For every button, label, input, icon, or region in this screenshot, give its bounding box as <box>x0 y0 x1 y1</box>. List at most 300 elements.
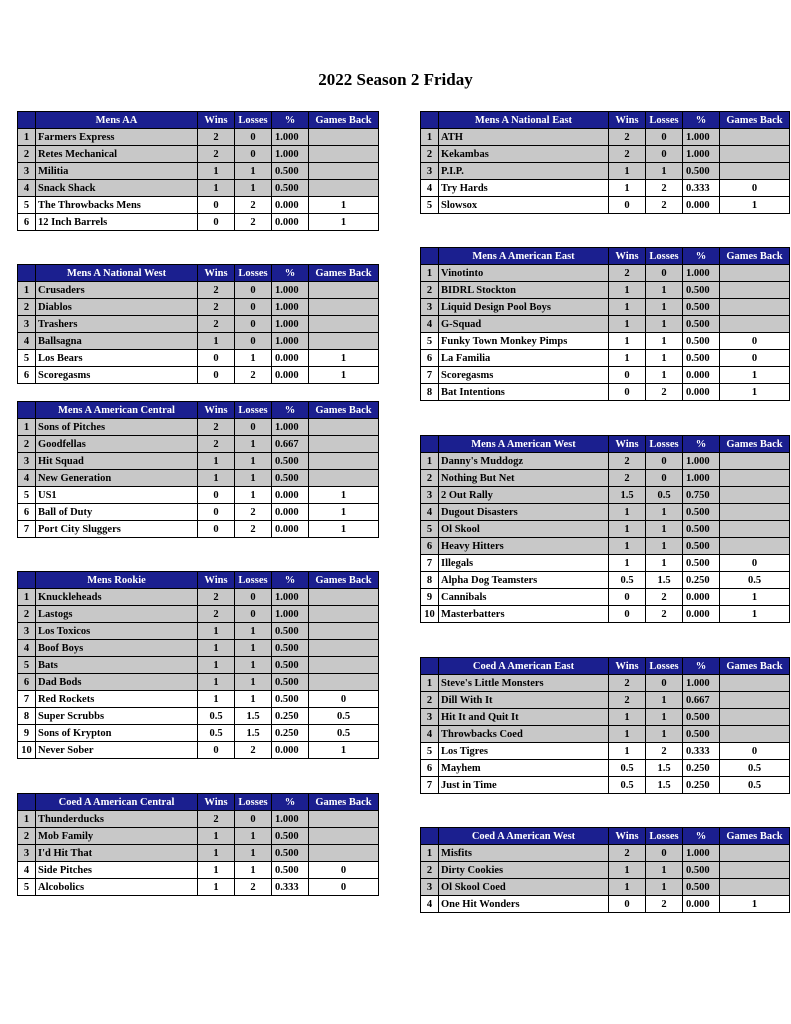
wins-cell: 2 <box>198 129 235 146</box>
wins-cell: 2 <box>609 692 646 709</box>
losses-cell: 1 <box>235 674 272 691</box>
losses-header: Losses <box>646 248 683 265</box>
losses-cell: 0 <box>235 129 272 146</box>
wins-cell: 1.5 <box>609 487 646 504</box>
games-back-cell <box>309 146 379 163</box>
pct-cell: 0.750 <box>683 487 720 504</box>
losses-cell: 1.5 <box>646 777 683 794</box>
rank-header <box>18 572 36 589</box>
table-row <box>18 521 379 538</box>
wins-cell: 1 <box>198 845 235 862</box>
rank-cell: 1 <box>421 265 439 282</box>
wins-header: Wins <box>198 265 235 282</box>
table-row <box>18 828 379 845</box>
rank-cell: 1 <box>421 453 439 470</box>
pct-cell: 0.250 <box>683 777 720 794</box>
team-name: Dugout Disasters <box>439 504 609 521</box>
losses-cell: 2 <box>646 589 683 606</box>
rank-cell: 1 <box>18 129 36 146</box>
team-name: Trashers <box>36 316 198 333</box>
losses-cell: 1.5 <box>646 760 683 777</box>
table-row <box>18 163 379 180</box>
games-back-cell: 1 <box>720 589 790 606</box>
pct-header: % <box>683 112 720 129</box>
table-row <box>421 896 790 913</box>
rank-cell: 5 <box>421 333 439 350</box>
games-back-header: Games Back <box>720 436 790 453</box>
wins-cell: 1 <box>198 879 235 896</box>
losses-cell: 1 <box>235 487 272 504</box>
losses-cell: 1 <box>646 709 683 726</box>
games-back-header: Games Back <box>720 658 790 675</box>
games-back-header: Games Back <box>309 572 379 589</box>
wins-cell: 1 <box>609 299 646 316</box>
losses-cell: 2 <box>646 384 683 401</box>
table-row <box>421 709 790 726</box>
wins-cell: 0 <box>609 606 646 623</box>
games-back-cell <box>309 419 379 436</box>
games-back-cell: 1 <box>309 742 379 759</box>
wins-cell: 0.5 <box>198 725 235 742</box>
games-back-cell: 0.5 <box>720 572 790 589</box>
pct-cell: 1.000 <box>272 299 309 316</box>
team-name: Super Scrubbs <box>36 708 198 725</box>
table-header-row <box>18 265 379 282</box>
losses-header: Losses <box>646 436 683 453</box>
rank-cell: 4 <box>18 640 36 657</box>
table-header-row <box>18 572 379 589</box>
games-back-cell <box>309 811 379 828</box>
wins-cell: 1 <box>609 316 646 333</box>
wins-cell: 1 <box>198 691 235 708</box>
table-row <box>18 316 379 333</box>
table-row <box>421 538 790 555</box>
rank-cell: 3 <box>18 453 36 470</box>
games-back-cell <box>309 606 379 623</box>
pct-cell: 0.500 <box>272 828 309 845</box>
pct-cell: 0.500 <box>683 521 720 538</box>
table-row <box>421 862 790 879</box>
losses-cell: 0 <box>235 146 272 163</box>
losses-cell: 0 <box>646 129 683 146</box>
games-back-cell: 0.5 <box>720 760 790 777</box>
team-name: Ballsagna <box>36 333 198 350</box>
team-name: Bat Intentions <box>439 384 609 401</box>
standings-table <box>420 435 790 623</box>
rank-cell: 1 <box>421 845 439 862</box>
team-name: Nothing But Net <box>439 470 609 487</box>
pct-cell: 0.000 <box>272 504 309 521</box>
team-name: New Generation <box>36 470 198 487</box>
games-back-cell: 1 <box>720 367 790 384</box>
losses-header: Losses <box>646 828 683 845</box>
losses-cell: 1 <box>646 299 683 316</box>
wins-cell: 2 <box>609 845 646 862</box>
wins-cell: 2 <box>609 470 646 487</box>
rank-cell: 6 <box>18 367 36 384</box>
rank-cell: 3 <box>18 623 36 640</box>
losses-cell: 0 <box>235 606 272 623</box>
table-row <box>421 282 790 299</box>
division-name: Coed A American West <box>439 828 609 845</box>
losses-cell: 0 <box>235 282 272 299</box>
table-row <box>421 265 790 282</box>
losses-header: Losses <box>235 112 272 129</box>
wins-cell: 0 <box>609 896 646 913</box>
wins-cell: 1 <box>609 333 646 350</box>
wins-cell: 2 <box>609 146 646 163</box>
wins-cell: 1 <box>609 726 646 743</box>
rank-cell: 1 <box>18 282 36 299</box>
games-back-cell <box>720 163 790 180</box>
rank-cell: 1 <box>18 589 36 606</box>
team-name: Mayhem <box>439 760 609 777</box>
pct-cell: 1.000 <box>272 333 309 350</box>
pct-cell: 0.000 <box>272 367 309 384</box>
rank-cell: 3 <box>421 299 439 316</box>
team-name: Hit It and Quit It <box>439 709 609 726</box>
team-name: Red Rockets <box>36 691 198 708</box>
games-back-cell <box>309 470 379 487</box>
games-back-cell <box>309 828 379 845</box>
table-row <box>421 333 790 350</box>
games-back-cell <box>720 265 790 282</box>
division-name: Mens Rookie <box>36 572 198 589</box>
wins-cell: 1 <box>198 862 235 879</box>
losses-cell: 2 <box>235 521 272 538</box>
table-row <box>421 879 790 896</box>
losses-cell: 2 <box>235 367 272 384</box>
games-back-header: Games Back <box>720 248 790 265</box>
wins-cell: 0 <box>198 197 235 214</box>
games-back-header: Games Back <box>309 402 379 419</box>
losses-header: Losses <box>235 265 272 282</box>
pct-header: % <box>272 572 309 589</box>
pct-header: % <box>272 402 309 419</box>
wins-cell: 0 <box>609 367 646 384</box>
team-name: Mob Family <box>36 828 198 845</box>
losses-cell: 2 <box>646 197 683 214</box>
losses-cell: 1 <box>646 504 683 521</box>
wins-cell: 0 <box>198 350 235 367</box>
games-back-cell <box>720 879 790 896</box>
rank-cell: 7 <box>18 521 36 538</box>
rank-cell: 6 <box>18 504 36 521</box>
wins-header: Wins <box>198 112 235 129</box>
table-row <box>18 470 379 487</box>
pct-cell: 0.500 <box>683 538 720 555</box>
team-name: Alcobolics <box>36 879 198 896</box>
table-row <box>18 742 379 759</box>
team-name: Never Sober <box>36 742 198 759</box>
losses-cell: 2 <box>235 742 272 759</box>
table-row <box>18 333 379 350</box>
page-title: 2022 Season 2 Friday <box>318 70 473 89</box>
wins-cell: 0 <box>609 384 646 401</box>
team-name: Diablos <box>36 299 198 316</box>
team-name: Slowsox <box>439 197 609 214</box>
pct-cell: 0.500 <box>683 316 720 333</box>
losses-cell: 0 <box>646 265 683 282</box>
table-row <box>421 470 790 487</box>
table-header-row <box>18 112 379 129</box>
table-row <box>18 197 379 214</box>
pct-cell: 1.000 <box>683 470 720 487</box>
losses-cell: 0 <box>235 316 272 333</box>
pct-header: % <box>683 436 720 453</box>
team-name: Ol Skool <box>439 521 609 538</box>
rank-cell: 1 <box>421 675 439 692</box>
pct-cell: 0.000 <box>683 896 720 913</box>
rank-cell: 3 <box>18 845 36 862</box>
team-name: La Familia <box>439 350 609 367</box>
team-name: Boof Boys <box>36 640 198 657</box>
rank-cell: 7 <box>18 691 36 708</box>
losses-cell: 2 <box>646 743 683 760</box>
rank-cell: 5 <box>18 879 36 896</box>
games-back-cell <box>309 316 379 333</box>
losses-cell: 0 <box>235 419 272 436</box>
rank-cell: 4 <box>421 180 439 197</box>
rank-cell: 8 <box>421 572 439 589</box>
rank-cell: 2 <box>421 146 439 163</box>
rank-cell: 9 <box>421 589 439 606</box>
table-header-row <box>421 436 790 453</box>
wins-cell: 0.5 <box>198 708 235 725</box>
wins-cell: 2 <box>198 811 235 828</box>
team-name: Funky Town Monkey Pimps <box>439 333 609 350</box>
losses-cell: 2 <box>646 896 683 913</box>
games-back-cell <box>720 487 790 504</box>
table-row <box>18 708 379 725</box>
pct-cell: 0.000 <box>683 589 720 606</box>
table-row <box>18 436 379 453</box>
rank-cell: 10 <box>18 742 36 759</box>
table-row <box>18 725 379 742</box>
team-name: Liquid Design Pool Boys <box>439 299 609 316</box>
rank-cell: 4 <box>18 470 36 487</box>
pct-header: % <box>683 658 720 675</box>
table-row <box>421 299 790 316</box>
team-name: Kekambas <box>439 146 609 163</box>
table-header-row <box>421 248 790 265</box>
table-header-row <box>421 828 790 845</box>
games-back-cell <box>309 589 379 606</box>
losses-cell: 1.5 <box>235 708 272 725</box>
team-name: Misfits <box>439 845 609 862</box>
games-back-cell: 1 <box>309 487 379 504</box>
games-back-cell <box>309 436 379 453</box>
wins-cell: 2 <box>198 436 235 453</box>
table-row <box>421 350 790 367</box>
wins-cell: 2 <box>198 316 235 333</box>
pct-cell: 0.500 <box>683 862 720 879</box>
wins-cell: 1 <box>609 879 646 896</box>
pct-cell: 0.500 <box>683 879 720 896</box>
rank-header <box>421 436 439 453</box>
team-name: Steve's Little Monsters <box>439 675 609 692</box>
pct-header: % <box>272 794 309 811</box>
table-row <box>18 129 379 146</box>
team-name: Cannibals <box>439 589 609 606</box>
rank-header <box>421 828 439 845</box>
team-name: P.I.P. <box>439 163 609 180</box>
pct-cell: 0.500 <box>272 674 309 691</box>
team-name: Crusaders <box>36 282 198 299</box>
wins-cell: 1 <box>609 521 646 538</box>
standings-table <box>420 827 790 913</box>
team-name: Goodfellas <box>36 436 198 453</box>
wins-cell: 1 <box>198 163 235 180</box>
wins-cell: 1 <box>609 743 646 760</box>
pct-cell: 1.000 <box>683 146 720 163</box>
pct-cell: 0.500 <box>272 640 309 657</box>
games-back-cell: 1 <box>309 367 379 384</box>
table-row <box>421 760 790 777</box>
losses-cell: 1 <box>646 879 683 896</box>
team-name: Port City Sluggers <box>36 521 198 538</box>
games-back-cell: 1 <box>720 197 790 214</box>
games-back-cell <box>720 282 790 299</box>
wins-cell: 1 <box>609 862 646 879</box>
pct-cell: 0.250 <box>272 708 309 725</box>
table-row <box>18 350 379 367</box>
rank-cell: 7 <box>421 777 439 794</box>
losses-cell: 0 <box>646 470 683 487</box>
pct-cell: 0.667 <box>272 436 309 453</box>
pct-cell: 0.333 <box>683 180 720 197</box>
losses-cell: 0 <box>646 675 683 692</box>
rank-cell: 5 <box>421 521 439 538</box>
pct-cell: 0.667 <box>683 692 720 709</box>
losses-cell: 1 <box>235 436 272 453</box>
games-back-cell <box>720 692 790 709</box>
pct-header: % <box>272 112 309 129</box>
pct-cell: 1.000 <box>683 675 720 692</box>
rank-cell: 1 <box>421 129 439 146</box>
rank-cell: 3 <box>421 163 439 180</box>
wins-cell: 2 <box>609 129 646 146</box>
games-back-cell: 0 <box>720 180 790 197</box>
wins-cell: 2 <box>609 453 646 470</box>
rank-cell: 4 <box>421 504 439 521</box>
games-back-cell: 1 <box>309 350 379 367</box>
rank-cell: 2 <box>421 470 439 487</box>
pct-cell: 1.000 <box>272 316 309 333</box>
wins-cell: 0 <box>198 504 235 521</box>
team-name: ATH <box>439 129 609 146</box>
team-name: Scoregasms <box>36 367 198 384</box>
wins-header: Wins <box>609 248 646 265</box>
wins-cell: 2 <box>198 299 235 316</box>
losses-cell: 1 <box>235 640 272 657</box>
table-row <box>421 163 790 180</box>
table-row <box>18 879 379 896</box>
games-back-cell <box>309 453 379 470</box>
games-back-cell: 1 <box>309 197 379 214</box>
standings-table <box>17 111 379 231</box>
pct-cell: 1.000 <box>272 589 309 606</box>
losses-cell: 2 <box>235 197 272 214</box>
losses-header: Losses <box>235 402 272 419</box>
wins-cell: 0.5 <box>609 572 646 589</box>
games-back-cell <box>720 146 790 163</box>
rank-cell: 6 <box>421 350 439 367</box>
wins-cell: 1 <box>198 640 235 657</box>
games-back-header: Games Back <box>309 794 379 811</box>
losses-cell: 2 <box>646 180 683 197</box>
team-name: 2 Out Rally <box>439 487 609 504</box>
division-name: Mens A American East <box>439 248 609 265</box>
games-back-cell: 0.5 <box>720 777 790 794</box>
losses-cell: 1 <box>235 350 272 367</box>
pct-cell: 1.000 <box>272 606 309 623</box>
rank-cell: 2 <box>18 299 36 316</box>
rank-cell: 5 <box>18 350 36 367</box>
games-back-cell <box>309 282 379 299</box>
games-back-cell: 1 <box>720 896 790 913</box>
table-row <box>18 640 379 657</box>
losses-cell: 0 <box>235 299 272 316</box>
games-back-cell: 1 <box>309 504 379 521</box>
team-name: Throwbacks Coed <box>439 726 609 743</box>
rank-cell: 2 <box>18 146 36 163</box>
table-row <box>18 282 379 299</box>
games-back-cell <box>720 675 790 692</box>
wins-cell: 0 <box>198 214 235 231</box>
games-back-cell: 0 <box>309 691 379 708</box>
rank-header <box>421 658 439 675</box>
table-row <box>18 811 379 828</box>
losses-cell: 0.5 <box>646 487 683 504</box>
losses-header: Losses <box>646 112 683 129</box>
team-name: Ol Skool Coed <box>439 879 609 896</box>
pct-cell: 0.500 <box>272 470 309 487</box>
games-back-cell: 1 <box>720 384 790 401</box>
pct-header: % <box>683 828 720 845</box>
table-row <box>18 146 379 163</box>
rank-cell: 3 <box>18 316 36 333</box>
table-row <box>421 572 790 589</box>
games-back-cell <box>720 299 790 316</box>
pct-cell: 0.000 <box>272 521 309 538</box>
rank-cell: 5 <box>18 657 36 674</box>
losses-cell: 1 <box>646 726 683 743</box>
rank-cell: 2 <box>421 692 439 709</box>
team-name: Los Bears <box>36 350 198 367</box>
rank-cell: 6 <box>421 538 439 555</box>
games-back-header: Games Back <box>309 112 379 129</box>
games-back-cell <box>309 180 379 197</box>
team-name: US1 <box>36 487 198 504</box>
division-name: Mens A American Central <box>36 402 198 419</box>
team-name: Knuckleheads <box>36 589 198 606</box>
wins-cell: 0 <box>609 197 646 214</box>
losses-cell: 1 <box>646 521 683 538</box>
table-row <box>18 214 379 231</box>
rank-cell: 2 <box>18 828 36 845</box>
losses-cell: 1 <box>235 845 272 862</box>
wins-cell: 2 <box>609 265 646 282</box>
games-back-header: Games Back <box>720 828 790 845</box>
team-name: The Throwbacks Mens <box>36 197 198 214</box>
team-name: Bats <box>36 657 198 674</box>
wins-cell: 1 <box>198 470 235 487</box>
table-row <box>18 504 379 521</box>
wins-cell: 1 <box>609 538 646 555</box>
pct-cell: 0.500 <box>272 623 309 640</box>
pct-cell: 0.500 <box>272 862 309 879</box>
